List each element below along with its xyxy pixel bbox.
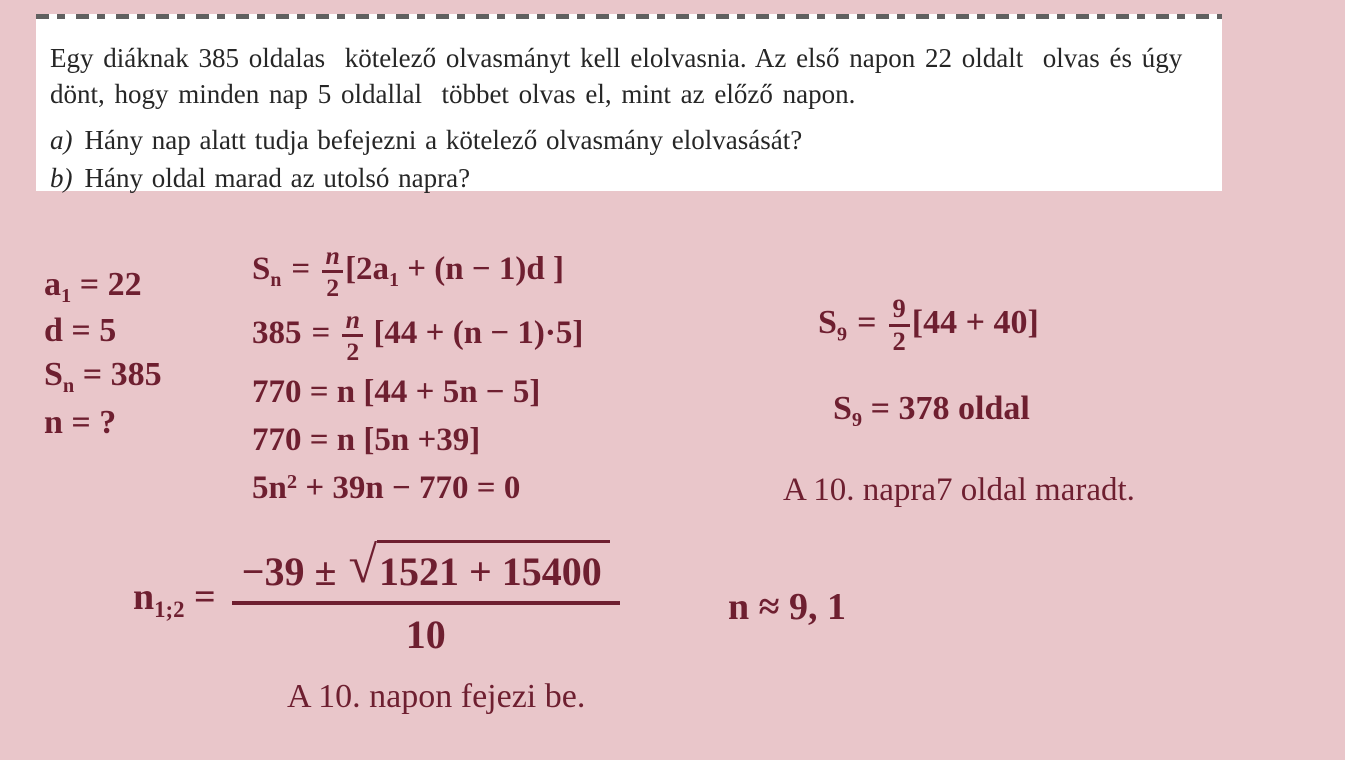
final-answer: A 10. napon fejezi be. xyxy=(287,678,586,715)
problem-text-line-1: Egy diáknak 385 oldalas kötelező olvasmányt kell elolvasnia. Az első napon 22 oldalt olvas és úgy xyxy=(50,43,1183,73)
derivation-eq3: 770 = n [44 + 5n − 5] xyxy=(252,374,541,410)
fraction: $\frac{n}{2}$ xyxy=(342,306,363,365)
partb-eq2: $S_9 = 378$ oldal xyxy=(833,390,1030,432)
derivation-eq5: $5n^2 + 39n - 770 = 0$ xyxy=(252,470,521,506)
problem-text-line-2: dönt, hogy minden nap 5 oldallal többet olvas el, mint az előző napon. xyxy=(50,79,856,109)
question-b xyxy=(50,159,1204,197)
question-b-label: b) xyxy=(50,163,73,193)
problem-statement-box xyxy=(36,14,1222,191)
question-b-text: Hány oldal marad az utolsó napra? xyxy=(84,163,471,193)
derivation-eq4: 770 = n [5n +39] xyxy=(252,422,481,458)
given-sn: $S_n = 385$ xyxy=(44,356,162,398)
given-d: d = 5 xyxy=(44,312,117,349)
quadratic-formula xyxy=(133,537,620,658)
given-n: n = ? xyxy=(44,404,117,441)
square-root: √ 1521 + 15400 xyxy=(348,540,609,595)
partb-answer: A 10. napra7 oldal maradt. xyxy=(783,472,1135,508)
approx-result: n ≈ 9, 1 xyxy=(728,586,846,628)
quadratic-denominator: 10 xyxy=(232,601,620,658)
partb-eq1: $S_9$ = $\frac{9}{2}$ [44 + 40] xyxy=(818,293,1039,356)
question-a-label: a) xyxy=(50,125,73,155)
question-a-text: Hány nap alatt tudja befejezni a kötelező olvasmány elolvasását? xyxy=(84,125,803,155)
quadratic-fraction xyxy=(232,537,620,658)
fraction: $\frac{9}{2}$ xyxy=(889,295,910,356)
cropped-text-artifact xyxy=(36,14,1222,19)
given-a1: $a_1 = 22$ xyxy=(44,266,142,308)
derivation-eq1: $S_n$ = $\frac{n}{2}$ [$2a_1 + (n - 1)d$ ] xyxy=(252,241,564,303)
derivation-eq2: 385 = $\frac{n}{2}$ [44 + (n − 1)·5] xyxy=(252,305,584,367)
question-a xyxy=(50,121,1204,159)
quadratic-lhs: $n_{1;2}$ = xyxy=(133,576,216,622)
fraction: $\frac{n}{2}$ xyxy=(322,242,343,301)
quadratic-numerator: −39 ± √ 1521 + 15400 xyxy=(232,540,620,601)
radical-sign: √ xyxy=(348,537,377,594)
